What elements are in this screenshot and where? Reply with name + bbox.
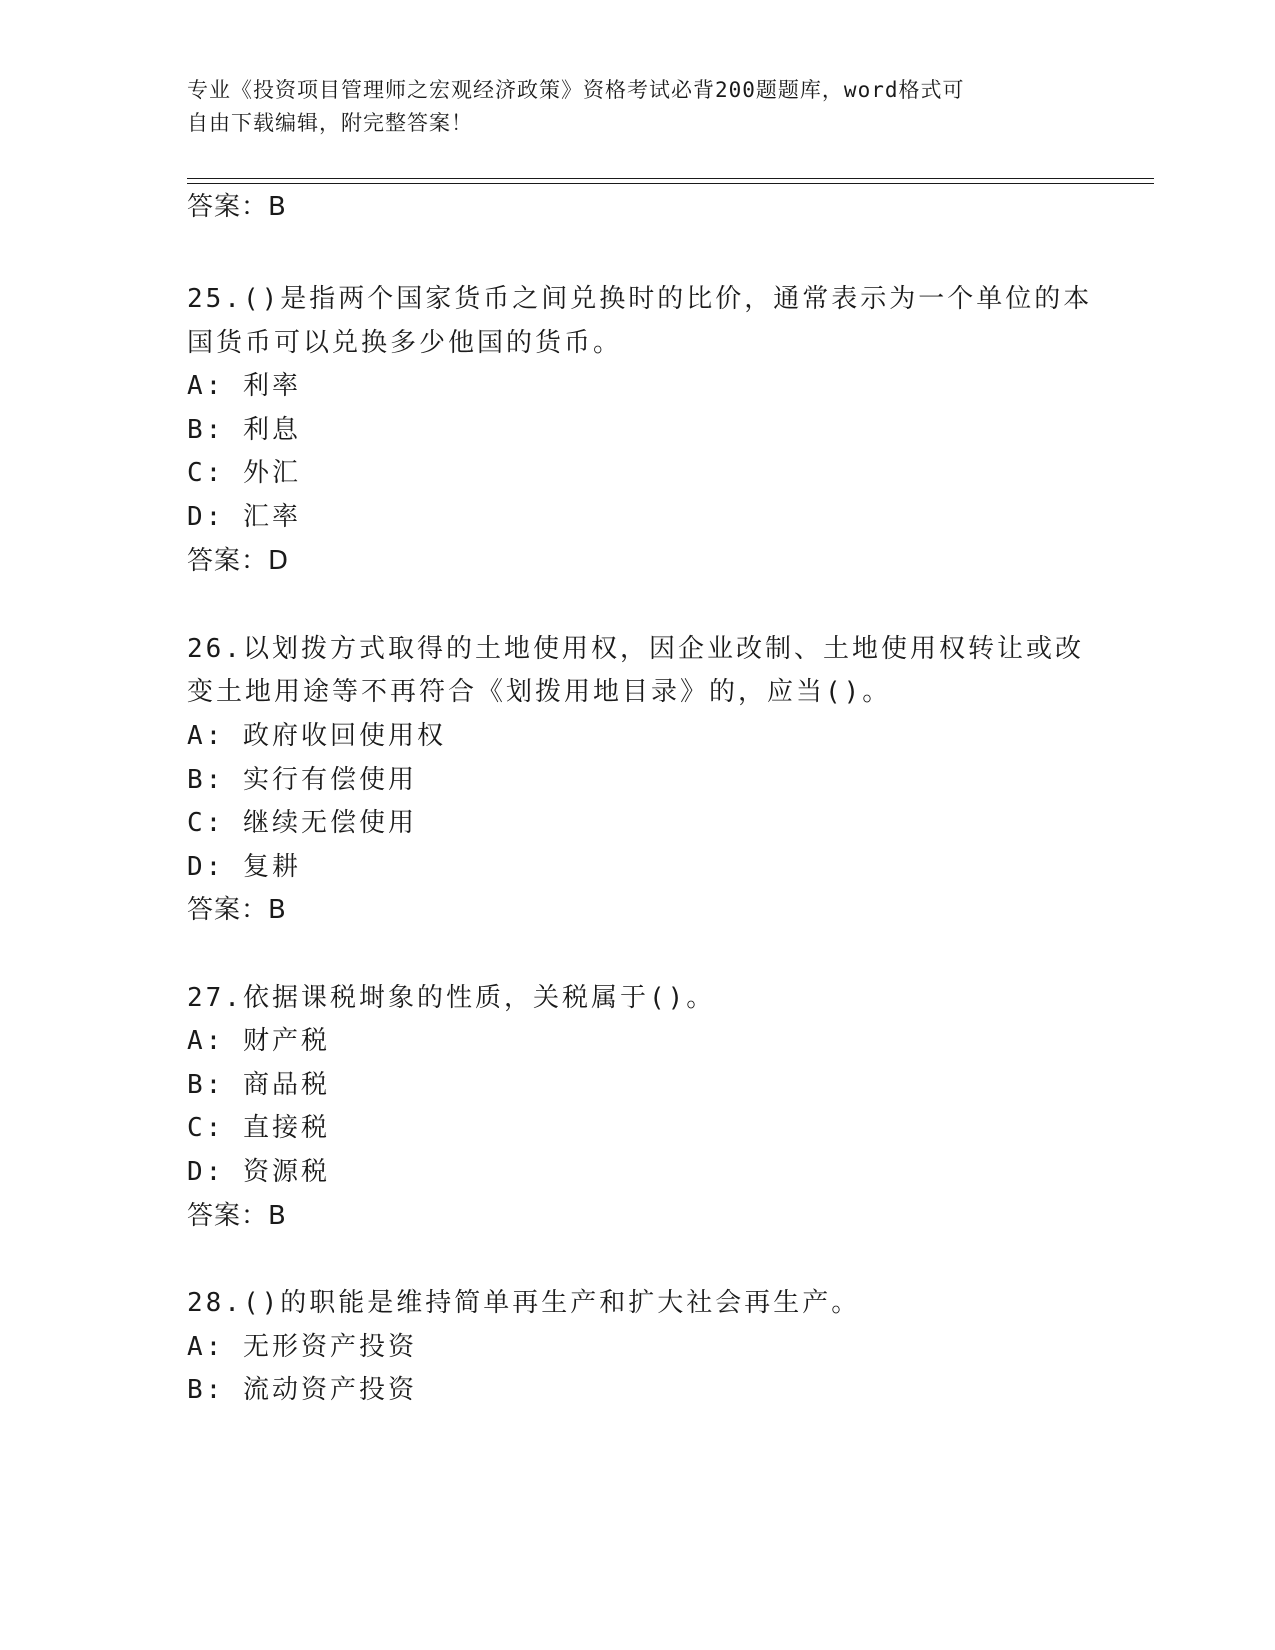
answer-previous: 答案：B	[187, 192, 287, 222]
question-27-option-b: B: 商品税	[187, 1070, 330, 1100]
header-divider-top	[187, 178, 1154, 179]
question-26-option-a: A: 政府收回使用权	[187, 721, 446, 751]
document-header	[187, 74, 1087, 140]
question-25-option-d: D: 汇率	[187, 502, 301, 532]
question-26-stem-line-1: 26.以划拨方式取得的土地使用权，因企业改制、土地使用权转让或改	[187, 634, 1084, 664]
question-27-option-d: D: 资源税	[187, 1157, 330, 1187]
question-28-stem-line-1: 28.()的职能是维持简单再生产和扩大社会再生产。	[187, 1288, 861, 1318]
question-25-option-c: C: 外汇	[187, 458, 301, 488]
question-25-option-b: B: 利息	[187, 415, 301, 445]
question-28-option-a: A: 无形资产投资	[187, 1332, 417, 1362]
question-27-option-c: C: 直接税	[187, 1113, 330, 1143]
question-28-option-b: B: 流动资产投资	[187, 1375, 417, 1405]
question-27-stem-line-1: 27.依据课税埘象的性质，关税属于()。	[187, 983, 716, 1013]
question-26-option-c: C: 继续无偿使用	[187, 808, 417, 838]
question-25-stem-line-1: 25.()是指两个国家货币之间兑换时的比价，通常表示为一个单位的本	[187, 284, 1093, 314]
header-divider-bottom	[187, 183, 1154, 184]
question-25-answer: 答案：D	[187, 546, 290, 576]
question-27-option-a: A: 财产税	[187, 1026, 330, 1056]
question-26-answer: 答案：B	[187, 895, 287, 925]
question-27-answer: 答案：B	[187, 1201, 287, 1231]
question-26-option-d: D: 复耕	[187, 852, 301, 882]
question-26-stem-line-2: 变土地用途等不再符合《划拨用地目录》的，应当()。	[187, 677, 892, 707]
question-26-option-b: B: 实行有偿使用	[187, 765, 417, 795]
question-25-stem-line-2: 国货币可以兑换多少他国的货币。	[187, 328, 623, 358]
header-line-2: 自由下载编辑，附完整答案！	[187, 111, 473, 135]
header-line-1: 专业《投资项目管理师之宏观经济政策》资格考试必背200题题库，word格式可	[187, 78, 965, 102]
question-25-option-a: A: 利率	[187, 371, 301, 401]
